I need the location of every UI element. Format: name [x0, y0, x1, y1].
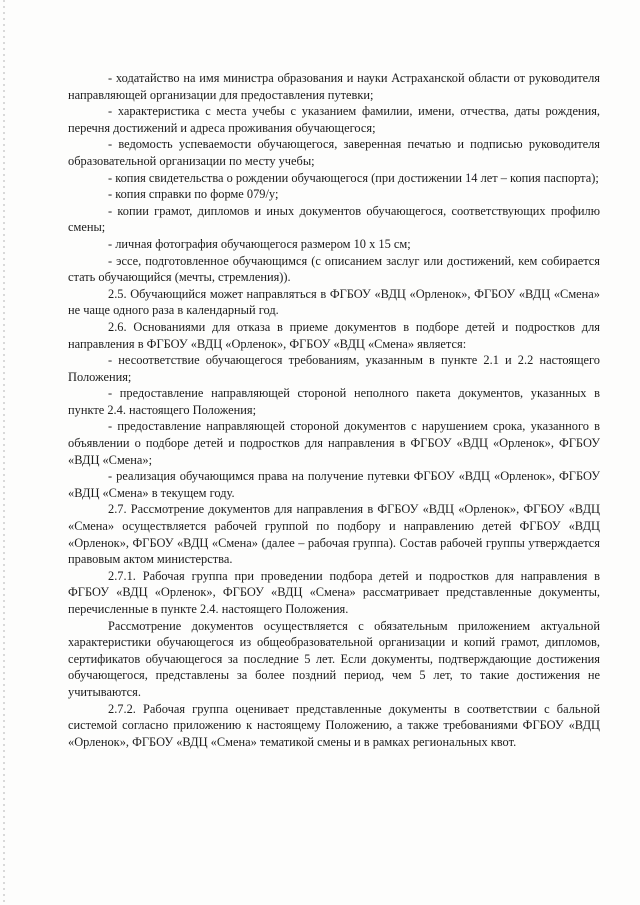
paragraph-birth-certificate: - копия свидетельства о рождении обучающегося (при достижении 14 лет – копия паспорта); [108, 170, 599, 185]
paragraph-2-5: 2.5. Обучающийся может направляться в ФГБОУ «ВДЦ «Орленок», ФГБОУ «ВДЦ «Смена» не чаще одного раза в календарный год. [68, 286, 600, 318]
scan-edge-marks [3, 0, 5, 905]
paragraph-2-6: 2.6. Основаниями для отказа в приеме документов в подборе детей и подростков для направления в ФГБОУ «ВДЦ «Орленок», ФГБОУ «ВДЦ «Смена» является: [68, 319, 600, 351]
paragraph-photo: - личная фотография обучающегося размером 10 х 15 см; [108, 236, 411, 251]
paragraph-2-7-2: 2.7.2. Рабочая группа оценивает представленные документы в соответствии с бальной системой согласно приложению к настоящему Положению, а также требованиями ФГБОУ «ВДЦ «Орленок», ФГБОУ «ВДЦ «Смена» тематикой смены и в рамках региональных квот. [68, 701, 600, 749]
paragraph-refusal-4: - реализация обучающимся права на получение путевки ФГБОУ «ВДЦ «Орленок», ФГБОУ «ВДЦ «Смена» в текущем году. [68, 469, 600, 500]
paragraph-essay: - эссе, подготовленное обучающимся (с описанием заслуг или достижений, кем собирается стать обучающийся (мечты, стремления)). [68, 253, 600, 285]
paragraph-grades: - ведомость успеваемости обучающегося, заверенная печатью и подписью руководителя образовательной организации по месту учебы; [68, 137, 600, 168]
paragraph-petition: - ходатайство на имя министра образования и науки Астраханской области от руководителя направляющей организации для предоставления путевки; [68, 71, 600, 102]
paragraph-diplomas: - копии грамот, дипломов и иных документов обучающегося, соответствующих профилю смены; [68, 203, 600, 235]
paragraph-characteristic: - характеристика с места учебы с указанием фамилии, имени, отчества, даты рождения, перечня достижений и адреса проживания обучающегося; [68, 104, 600, 135]
paragraph-medical-certificate: - копия справки по форме 079/у; [108, 187, 279, 202]
paragraph-2-7-1: 2.7.1. Рабочая группа при проведении подбора детей и подростков для направления в ФГБОУ «ВДЦ «Орленок», ФГБОУ «ВДЦ «Смена» рассматривает представленные документы, перечисленные в пункте 2.4. настоящего Положения. [68, 568, 600, 616]
paragraph-2-7: 2.7. Рассмотрение документов для направления в ФГБОУ «ВДЦ «Орленок», ФГБОУ «ВДЦ «Смена» осуществляется рабочей группой по подбору и направлению детей ФГБОУ «ВДЦ «Орленок», ФГБОУ «ВДЦ «Смена» (далее – рабочая группа). Состав рабочей группы утверждается правовым актом министерства. [68, 502, 600, 567]
paragraph-refusal-2: - предоставление направляющей стороной неполного пакета документов, указанных в пункте 2.4. настоящего Положения; [68, 386, 600, 417]
paragraph-review: Рассмотрение документов осуществляется с обязательным приложением актуальной характеристики обучающегося из общеобразовательной организации и копий грамот, дипломов, сертификатов обучающегося за последние 5 лет. Если документы, подтверждающие достижения обучающегося, представлены за более поздний период, чем 5 лет, то такие достижения не учитываются. [68, 618, 600, 699]
paragraph-refusal-3: - предоставление направляющей стороной документов с нарушением срока, указанного в объявлении о подборе детей и подростков для направления в ФГБОУ «ВДЦ «Орленок», ФГБОУ «ВДЦ «Смена»; [68, 419, 600, 467]
document-body [68, 70, 600, 750]
paragraph-refusal-1: - несоответствие обучающегося требованиям, указанным в пункте 2.1 и 2.2 настоящего Положения; [68, 353, 600, 384]
